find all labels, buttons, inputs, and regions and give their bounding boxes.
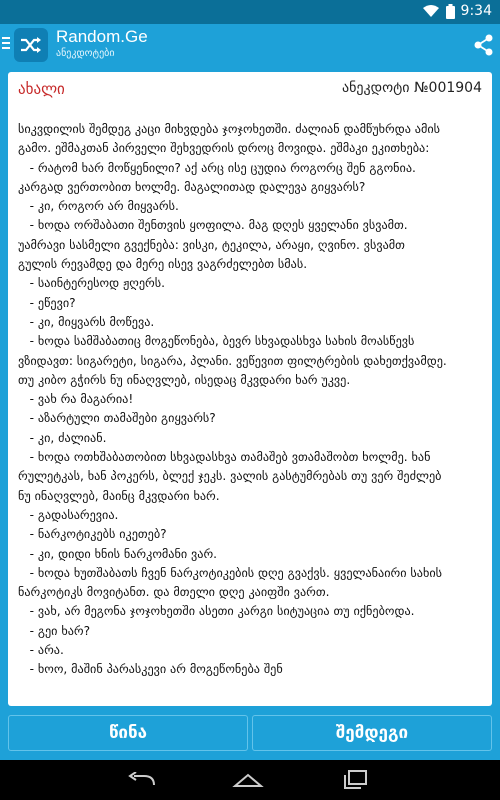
battery-icon [446,4,455,19]
anecdote-line: ნარკოტიკს მოვიტანთ. და მთელი დღე კაიფში ვართ. [18,585,330,600]
new-label: ახალი [18,80,65,98]
home-button[interactable] [228,768,268,792]
previous-button[interactable]: წინა [8,715,248,751]
anecdote-line: - ვახ რა მაგარია! [18,392,134,407]
anecdote-line: - ხოო, მაშინ პარასკევი არ მოგეწონება შენ [18,662,283,677]
drawer-menu-icon[interactable] [2,37,10,51]
anecdote-number: ანეკდოტი №001904 [342,80,482,96]
anecdote-line: ვზიდავთ: სიგარეტი, სიგარა, პლანი. ვეწევით ფილტრების დახეთქვამდე. [18,353,447,368]
share-icon[interactable] [474,34,494,56]
app-subtitle: ანეკდოტები [56,48,115,59]
anecdote-line: - გადასარევია. [18,507,119,522]
anecdote-line: გულის რევამდე და მერე ისევ ვაგრძელებთ სმას. [18,257,308,272]
home-icon [231,772,265,788]
app-bar [0,24,500,66]
shuffle-icon [19,35,43,55]
system-nav-bar [0,760,500,800]
anecdote-line: - არა. [18,643,64,658]
anecdote-line: - ნარკოტიკებს იკეთებ? [18,527,167,542]
anecdote-line: - კი, მიყვარს მოწევა. [18,314,155,329]
anecdote-line: კარგად ვერთობით ხოლმე. მაგალითად დალევა გიყვარს? [18,179,366,194]
back-button[interactable] [123,768,163,792]
anecdote-line: უამრავი სასმელი გვექნება: ვისკი, ტეკილა, არაყი, ღვინო. ვსვამთ [18,237,405,252]
app-title: Random.Ge [56,27,148,46]
anecdote-line: - ვახ, არ მეგონა ჯოჯოხეთში ასეთი კარგი სიტუაცია თუ იქნებოდა. [18,604,415,619]
anecdote-line: - ხოდა ხუთშაბათს ჩვენ ნარკოტიკების დღე გვაქვს. ყველანაირი სახის [18,565,443,580]
anecdote-line: ნუ ინაღვლებ, მაინც მკვდარი ხარ. [18,488,220,503]
status-time: 9:34 [460,3,492,19]
app-logo[interactable] [14,28,48,62]
anecdote-line: - კი, ძალიან. [18,430,107,445]
anecdote-card [8,72,492,706]
next-button[interactable]: შემდეგი [252,715,492,751]
anecdote-line: - ხოდა სამშაბათიც მოგეწონება, ბევრ სხვადასხვა სახის მოასწევს [18,334,415,349]
anecdote-line: - კი, როგორ არ მიყვარს. [18,199,179,214]
anecdote-line: სიკვდილის შემდეგ კაცი მიხვდება ჯოჯოხეთში. ძალიან დამწუხრდა ამის [18,122,440,136]
anecdote-line: რულეტკას, ხან პოკერს, ბლექ ჯეკს. ვალის გასტუმრებას თუ ვერ შეძლებ [18,469,442,484]
anecdote-line: - აზარტული თამაშები გიყვარს? [18,411,216,426]
anecdote-line: - ხოდა ორშაბათი შენთვის ყოფილა. მაგ დღეს ყველანი ვსვამთ. [18,218,408,233]
anecdote-line: - ხოდა ოთხშაბათობით სხვადასხვა თამაშებ ვთამაშობთ ხოლმე. ხან [18,450,431,465]
anecdote-line: თუ კიბო გჭირს ნუ ინაღვლებ, ისედაც მკვდარი ხარ უკვე. [18,372,351,387]
anecdote-line: - გეი ხარ? [18,623,91,638]
recent-apps-button[interactable] [335,768,375,792]
anecdote-line: - რატომ ხარ მოწყენილი? აქ არც ისე ცუდია როგორც შენ გგონია. [18,160,416,175]
wifi-icon [422,4,440,18]
status-bar [0,0,500,24]
anecdote-text[interactable] [18,120,486,680]
anecdote-line: - კი, დიდი ხნის ნარკომანი ვარ. [18,546,218,561]
anecdote-line: - საინტერესოდ ჟღერს. [18,276,165,291]
anecdote-line: გამო. ეშმაკთან პირველი შეხვედრის დროც მოვიდა. ეშმაკი ეკითხება: [18,141,430,156]
back-arrow-icon [128,772,158,788]
anecdote-line: - ეწევი? [18,295,76,310]
recent-apps-icon [342,770,368,790]
status-icons [422,3,492,19]
